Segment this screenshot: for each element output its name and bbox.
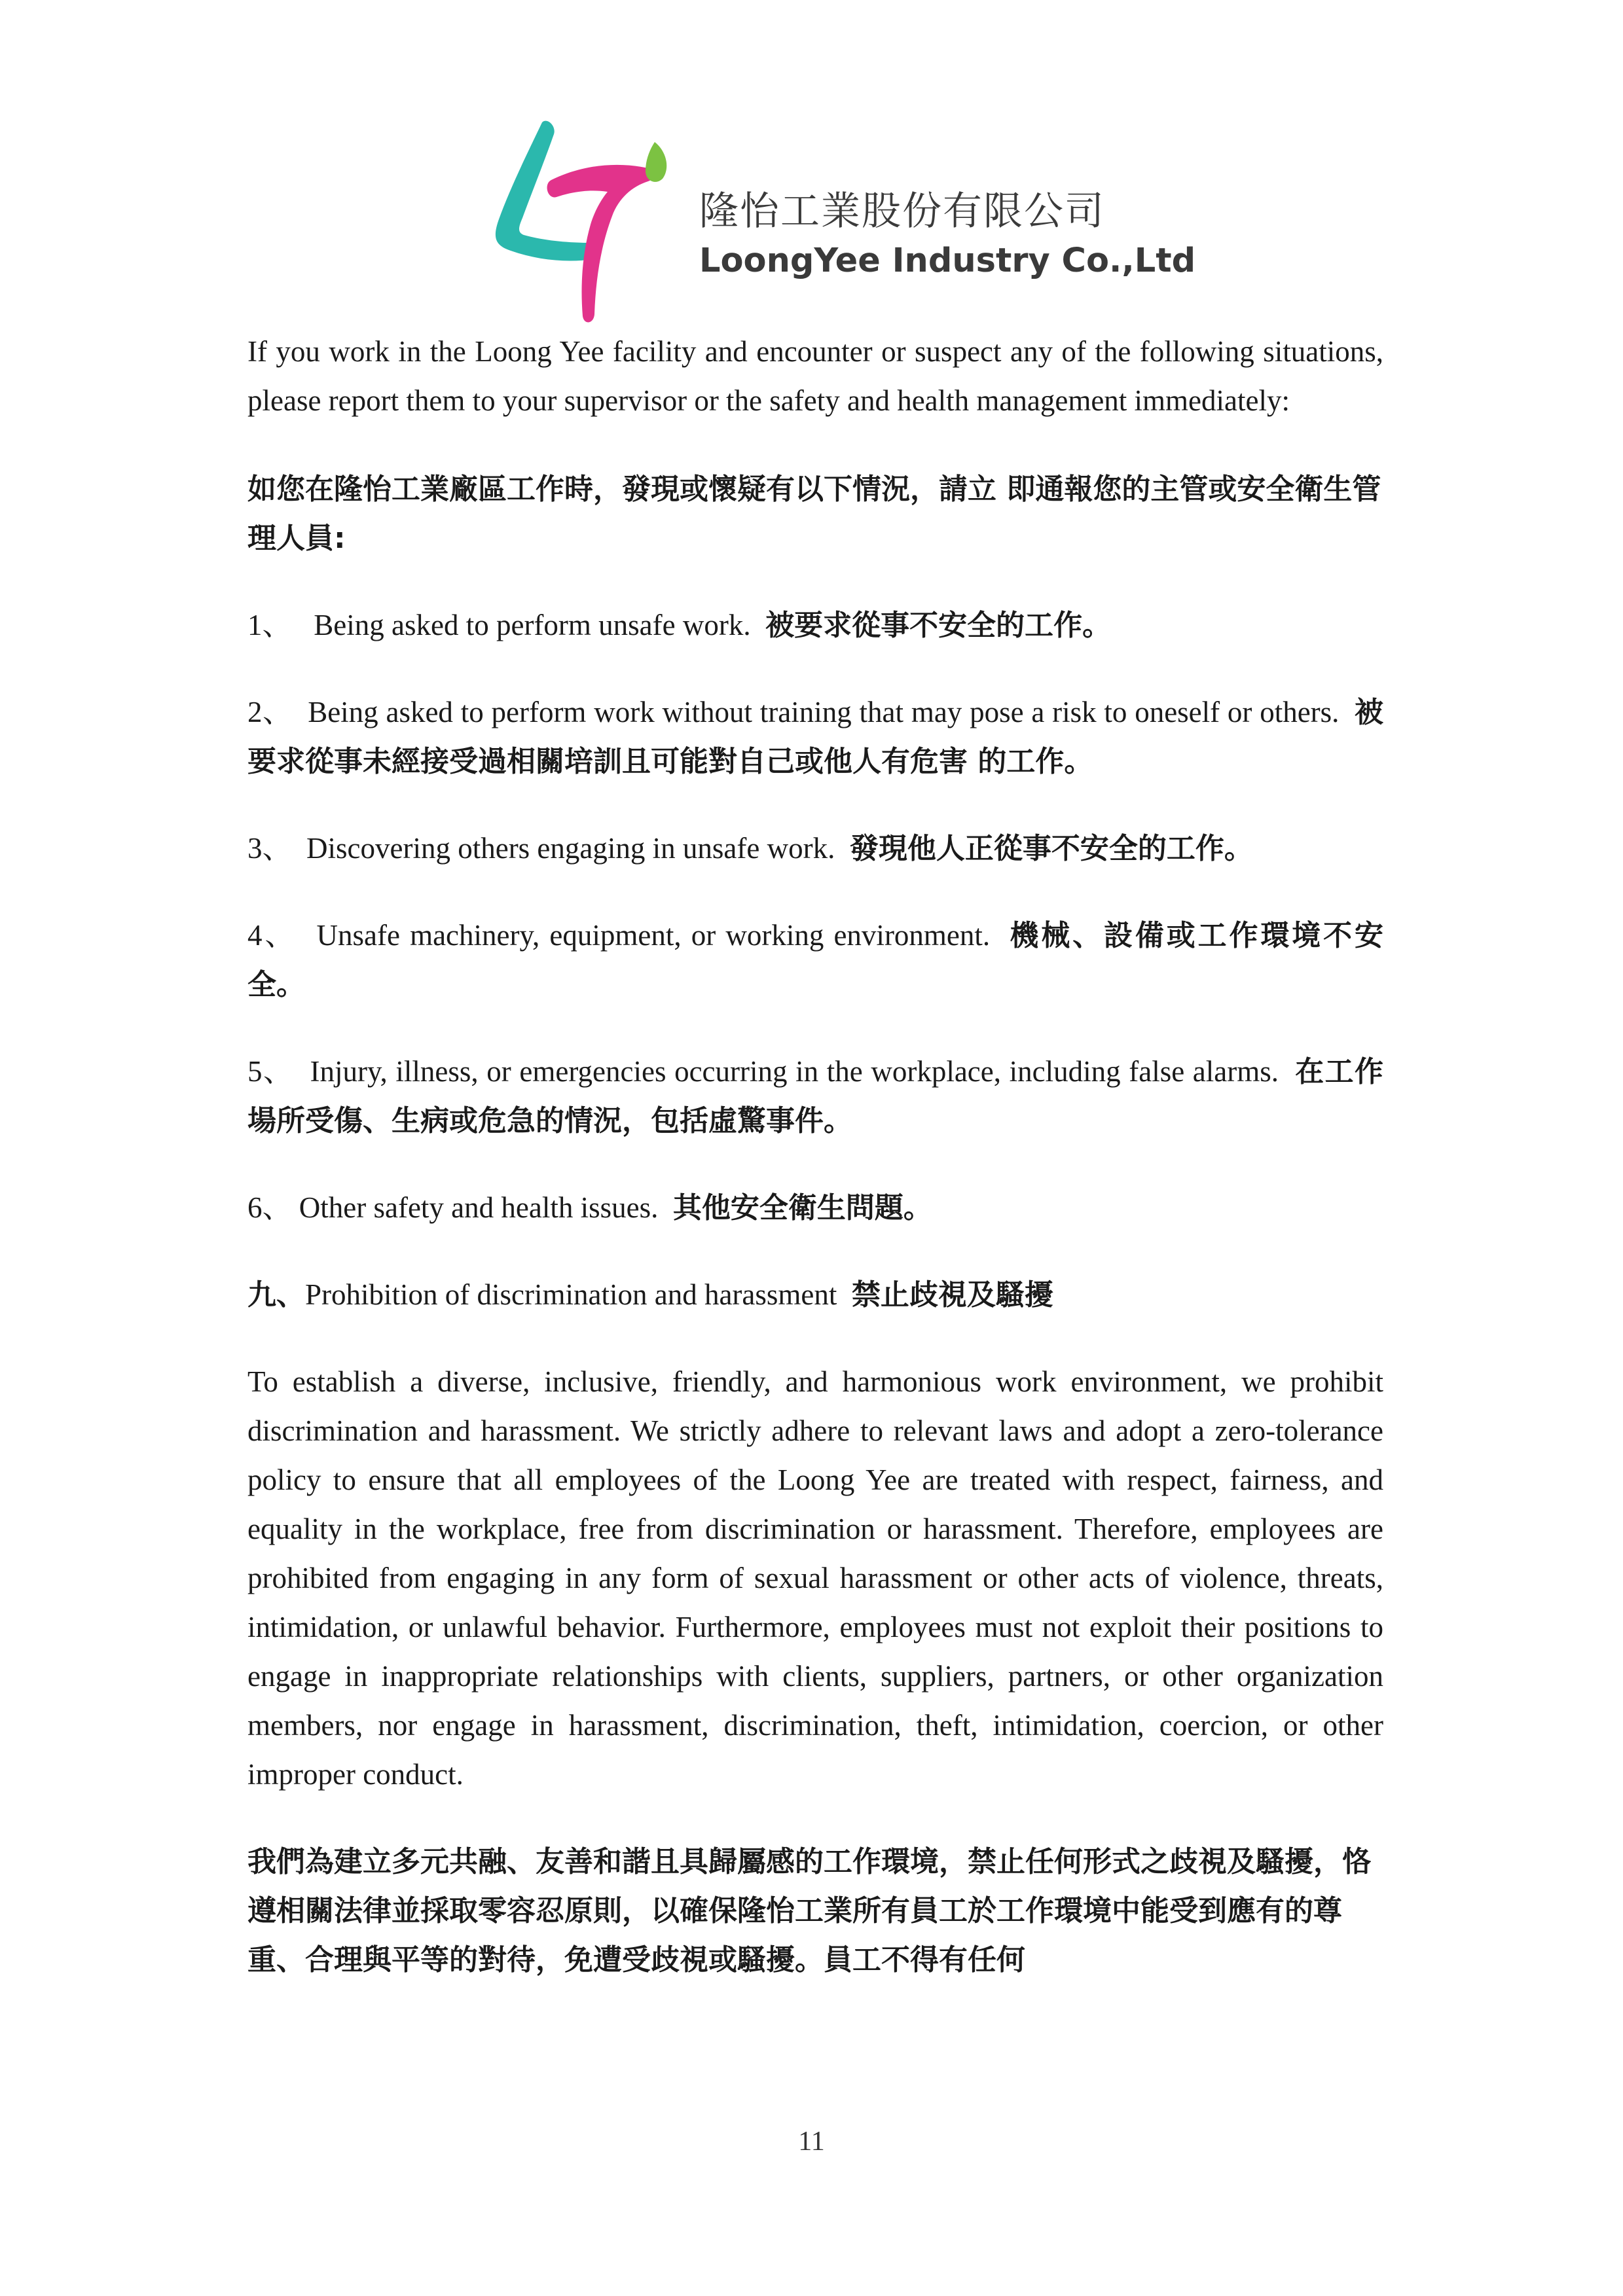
section-heading (247, 1270, 1383, 1319)
list-item-english: Being asked to perform work without training that may pose a risk to oneself or others. (308, 696, 1340, 728)
document-body (247, 327, 1383, 1984)
list-item (247, 911, 1383, 1009)
list-item (247, 688, 1383, 786)
list-item-number: 5、 (247, 1055, 294, 1088)
list-item-english: Being asked to perform unsafe work. (314, 609, 751, 641)
logo-mark-icon (491, 108, 687, 331)
policy-chinese: 我們為建立多元共融、友善和諧且具歸屬感的工作環境，禁止任何形式之歧視及騷擾，恪遵相關法律並採取零容忍原則，以確保隆怡工業所有員工於工作環境中能受到應有的尊重、合理與平等的對待，免遭受歧視或騷擾。員工不得有任何 (247, 1845, 1371, 1977)
list-item-number: 4、 (247, 919, 297, 952)
list-item (247, 601, 1383, 650)
list-item-chinese: 在工作場所受傷、生病或危急的情況，包括虛驚事件。 (247, 1055, 1383, 1138)
list-item-english: Unsafe machinery, equipment, or working environment. (316, 919, 991, 952)
intro-english: If you work in the Loong Yee facility and encounter or suspect any of the following situations, please report them to your supervisor or the safety and health management immediately: (247, 335, 1383, 417)
company-name-en: LoongYee Industry Co.,Ltd (699, 242, 1196, 280)
section-title-chinese: 禁止歧視及騷擾 (851, 1278, 1053, 1312)
company-name-cn: 隆怡工業股份有限公司 (699, 188, 1105, 234)
list-item-english: Injury, illness, or emergencies occurring in the workplace, including false alarms. (310, 1055, 1279, 1088)
list-item-number: 2、 (247, 696, 293, 728)
list-item-number: 3、 (247, 832, 292, 865)
section-title-english: Prohibition of discrimination and harassment (305, 1278, 837, 1311)
list-item-chinese: 機械、設備或工作環境不安全。 (247, 919, 1383, 1001)
list-item-chinese: 其他安全衛生問題。 (672, 1191, 932, 1225)
list-item-chinese: 被要求從事未經接受過相關培訓且可能對自己或他人有危害 的工作。 (247, 696, 1384, 778)
intro-chinese: 如您在隆怡工業廠區工作時，發現或懷疑有以下情況，請立 即通報您的主管或安全衛生管理人員: (247, 473, 1381, 555)
policy-english: To establish a diverse, inclusive, friendly, and harmonious work environment, we prohibit discrimination and harassment. We strictly adhere to relevant laws and adopt a zero-tolerance policy to ensure that all employees of the Loong Yee are treated with respect, fairness, and equality in the workplace, free from discrimination or harassment. Therefore, employees are prohibited from engaging in any form of sexual harassment or other acts of violence, threats, intimidation, or unlawful behavior. Furthermore, employees must not exploit their positions to engage in inappropriate relationships with clients, suppliers, partners, or other organization members, nor engage in harassment, discrimination, theft, intimidation, coercion, or other improper conduct. (247, 1365, 1383, 1791)
page-number: 11 (798, 2126, 825, 2157)
list-item-number: 6、 (247, 1191, 292, 1224)
list-item-number: 1、 (247, 609, 292, 641)
list-item (247, 1047, 1383, 1145)
section-number: 九、 (247, 1278, 305, 1312)
list-item-chinese: 發現他人正從事不安全的工作。 (849, 832, 1253, 865)
list-item-english: Other safety and health issues. (299, 1191, 659, 1224)
company-logo (491, 108, 1196, 331)
list-item (247, 1183, 1383, 1232)
list-item-chinese: 被要求從事不安全的工作。 (765, 609, 1112, 642)
list-item-english: Discovering others engaging in unsafe work. (306, 832, 835, 865)
list-item (247, 824, 1383, 873)
